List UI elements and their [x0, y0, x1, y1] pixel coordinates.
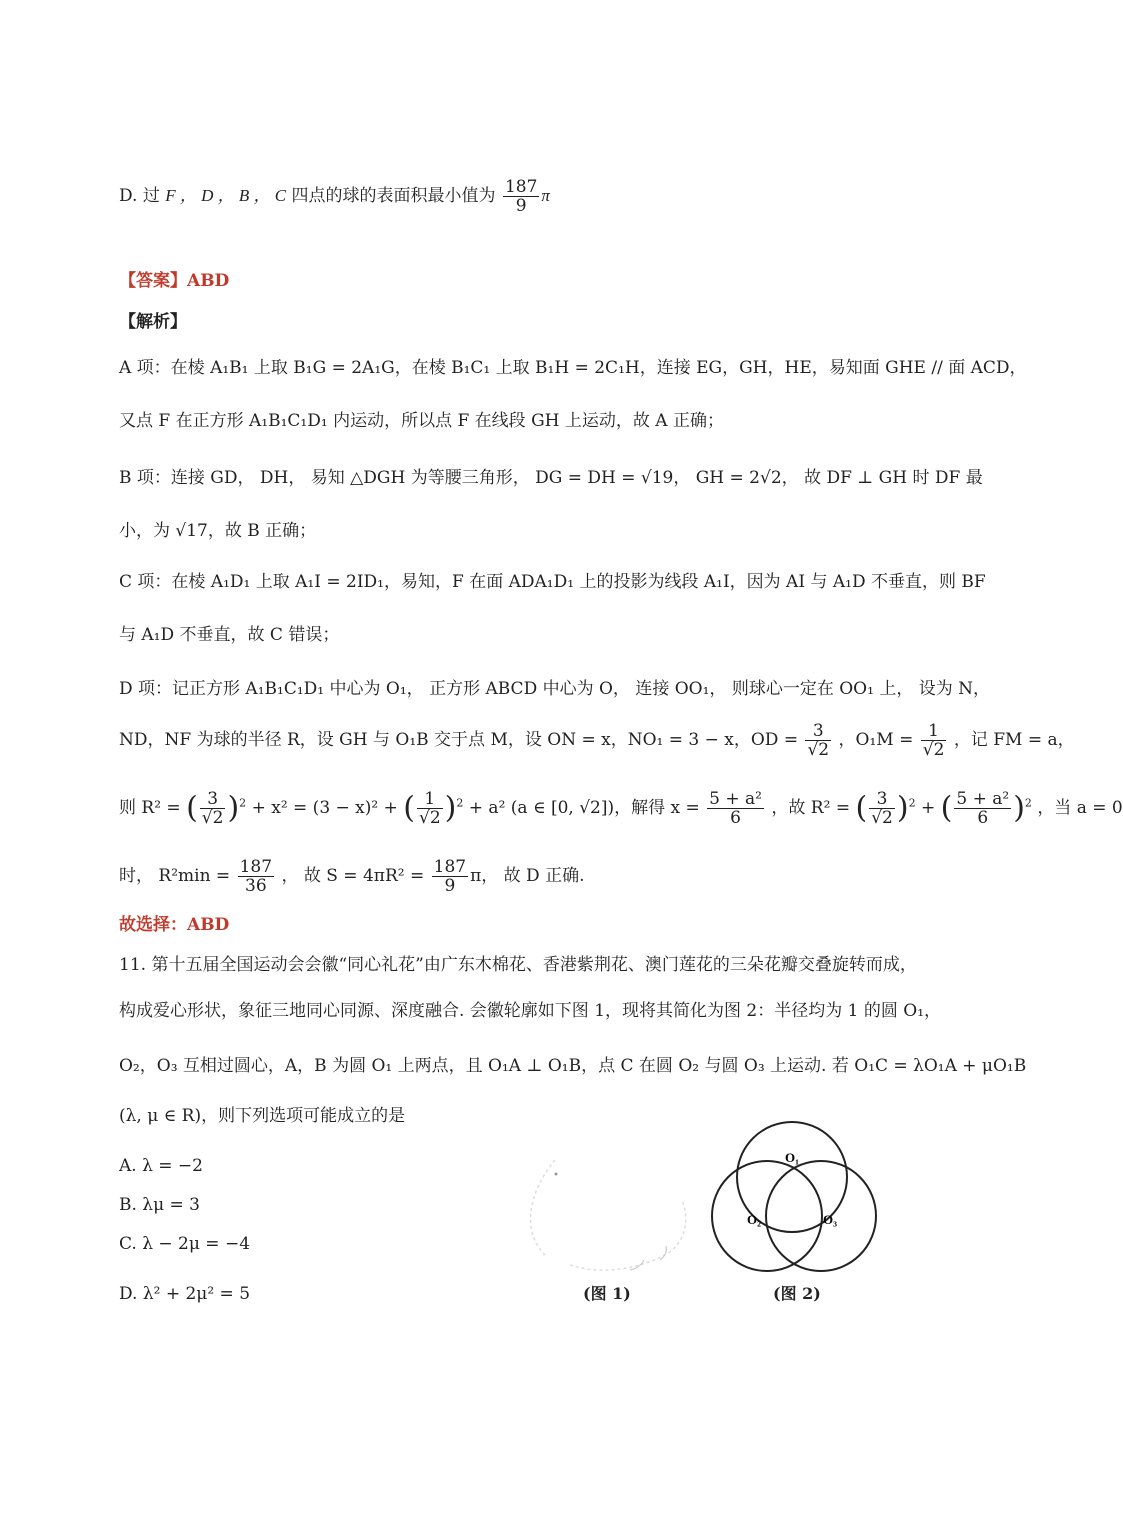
figure-1-emblem — [510, 1140, 700, 1280]
option-c: C. λ − 2μ = −4 — [119, 1234, 251, 1254]
analysis-b-line2: 小，为 √17，故 B 正确； — [119, 521, 317, 541]
figure-2-circles — [705, 1110, 880, 1275]
figure-1-caption: (图 1) — [583, 1284, 631, 1303]
analysis-c-line1: C 项：在棱 A₁D₁ 上取 A₁I = 2ID₁，易知，F 在面 ADA₁D₁ 上的投影为线段 A₁I，因为 AI 与 A₁D 不垂直，则 BF — [119, 572, 986, 592]
points-text: F ， D ， B ， C — [165, 186, 287, 205]
label-o1: O₁ — [785, 1150, 800, 1165]
answer-line: 【答案】ABD — [119, 271, 230, 291]
analysis-heading: 【解析】 — [119, 312, 187, 332]
option-d-prev: D. 过 F ， D ， B ， C 四点的球的表面积最小值为 $\frac{187}{9}$ π — [119, 177, 550, 216]
q11-line2: 构成爱心形状，象征三地同心同源、深度融合. 会徽轮廓如下图 1，现将其简化为图 2：半径均为 1 的圆 O₁， — [119, 1001, 942, 1021]
analysis-d-line4: 时， R²min = $\frac{187}{36}$ ， 故 S = 4πR² = $\frac{187}{9}$ π， 故 D 正确. — [119, 857, 585, 896]
option-b: B. λμ = 3 — [119, 1195, 200, 1215]
q11-line1: 11. 第十五届全国运动会会徽“同心礼花”由广东木棉花、香港紫荆花、澳门莲花的三朵花瓣交叠旋转而成， — [119, 955, 917, 975]
option-a: A. λ = −2 — [119, 1156, 203, 1176]
analysis-d-line3: 则 R² = ( $\frac{3}{√2}$ )$^2$ + x² = (3 − x)² + ( $\frac{1}{√2}$ )$^2$ + a² (a ∈ [0, √2])，解得 x = $\frac{\text{5 + a²}}{6}$ ，故 R² = ( $\frac{3}{√2}$ )$^2$ + ( $\frac{\text{5 + a²}}{6}$ )$^2$ ，当 a = 0 — [119, 789, 1123, 828]
option-d: D. λ² + 2μ² = 5 — [119, 1284, 251, 1304]
label-o2: O₂ — [747, 1212, 762, 1227]
label-o3: O₃ — [823, 1212, 838, 1227]
q11-line4: (λ, μ ∈ R)，则下列选项可能成立的是 — [119, 1106, 406, 1126]
analysis-a-line1: A 项：在棱 A₁B₁ 上取 B₁G = 2A₁G，在棱 B₁C₁ 上取 B₁H = 2C₁H，连接 EG，GH，HE，易知面 GHE // 面 ACD， — [119, 358, 1027, 378]
analysis-c-line2: 与 A₁D 不垂直，故 C 错误； — [119, 625, 340, 645]
analysis-b-line1: B 项：连接 GD， DH， 易知 △DGH 为等腰三角形， DG = DH = √19， GH = 2√2， 故 DF ⊥ GH 时 DF 最 — [119, 468, 983, 488]
analysis-d-line1: D 项：记正方形 A₁B₁C₁D₁ 中心为 O₁， 正方形 ABCD 中心为 O， 连接 OO₁， 则球心一定在 OO₁ 上， 设为 N， — [119, 679, 991, 699]
fraction-187-9: $\frac{187}{9}$ — [504, 177, 538, 216]
q11-line3: O₂，O₃ 互相过圆心，A，B 为圆 O₁ 上两点，且 O₁A ⊥ O₁B，点 C 在圆 O₂ 与圆 O₃ 上运动. 若 O₁C = λO₁A + μO₁B — [119, 1056, 1027, 1076]
analysis-a-line2: 又点 F 在正方形 A₁B₁C₁D₁ 内运动，所以点 F 在线段 GH 上运动，故 A 正确； — [119, 411, 724, 431]
figure-2-caption: (图 2) — [773, 1284, 821, 1303]
analysis-d-line2: ND，NF 为球的半径 R，设 GH 与 O₁B 交于点 M，设 ON = x，NO₁ = 3 − x，OD = $\frac{3}{√2}$ ，O₁M = $\frac{1}{√2}$ ，记 FM = a， — [119, 721, 1075, 760]
conclusion-line: 故选择：ABD — [119, 915, 230, 935]
